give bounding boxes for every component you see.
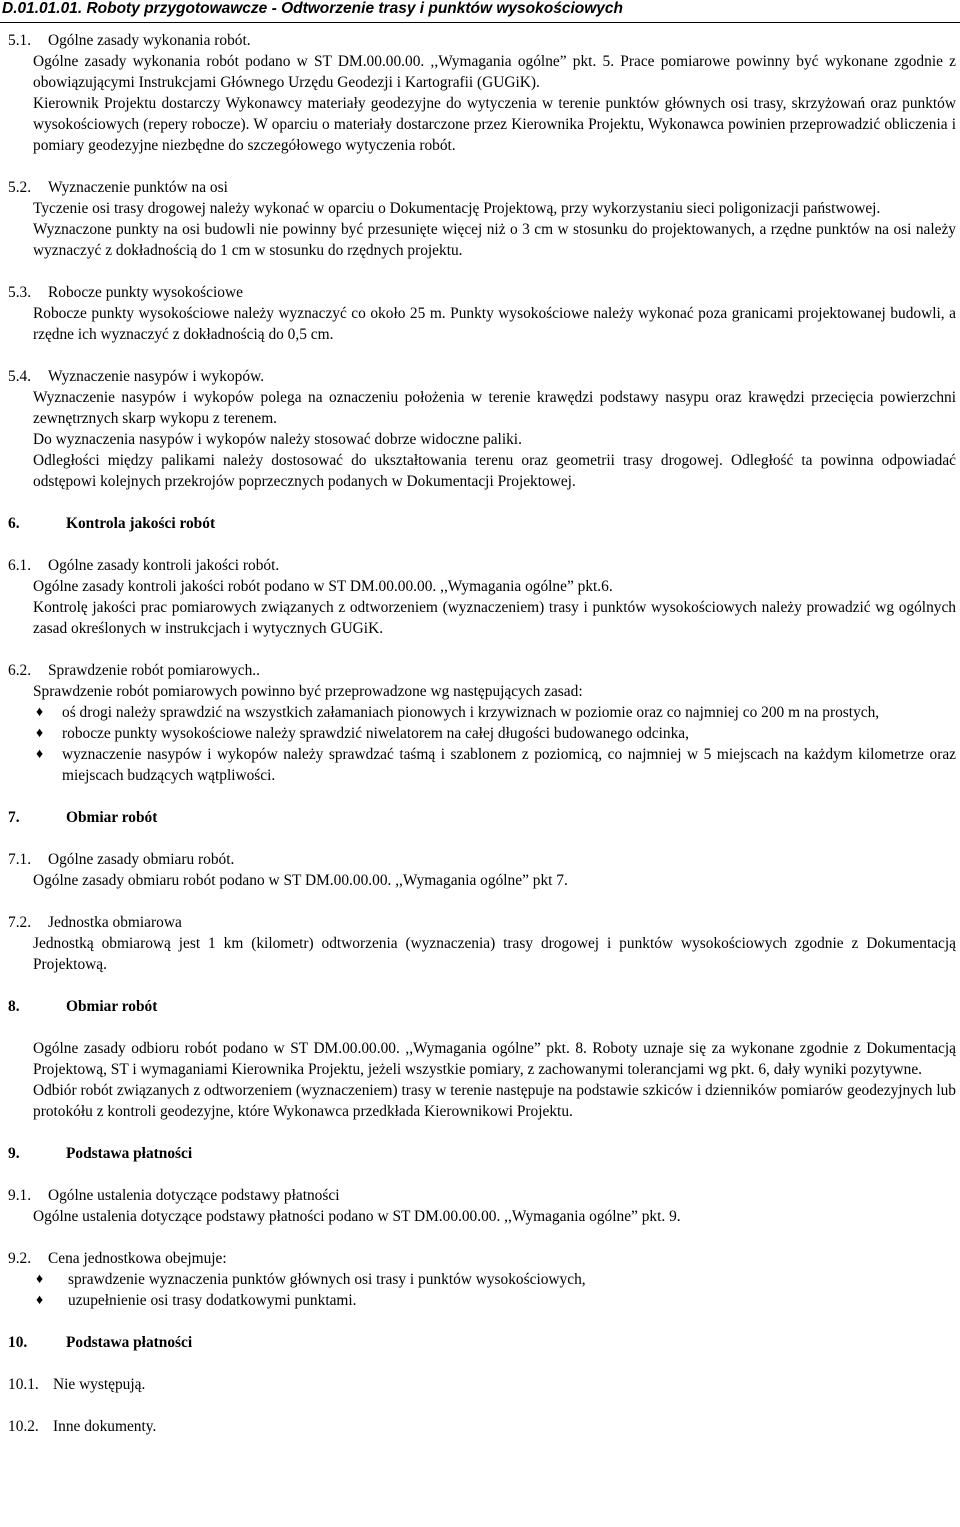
section-heading: [8, 555, 960, 576]
chapter-title: Obmiar robót: [66, 998, 158, 1015]
header-title: D.01.01.01. Roboty przygotowawcze - Odtworzenie trasy i punktów wysokościowych: [2, 0, 624, 17]
list-item: [0, 723, 960, 744]
diamond-bullet-icon: ♦: [36, 747, 44, 762]
section-5-3: [0, 282, 960, 345]
section-title: Sprawdzenie robót pomiarowych..: [48, 662, 260, 679]
paragraph: Odległości między palikami należy dostosować do ukształtowania terenu oraz geometrii trasy drogowej. Odległość ta powinna odpowiadać odstępowi kolejnych przekrojów poprzecznych podanych w Dokumentacji Projektowej.: [33, 452, 956, 490]
paragraph: Ogólne zasady kontroli jakości robót podano w ST DM.00.00.00. ,,Wymagania ogólne” pkt.6.: [33, 578, 613, 595]
paragraph: Ogólne zasady wykonania robót podano w ST DM.00.00.00. ,,Wymagania ogólne” pkt. 5. Prace pomiarowe powinny być wykonane zgodnie z obowiązującymi Instrukcjami Głównego Urzędu Geodezji i Kartografii (GUGiK).: [33, 53, 956, 91]
list-item: [0, 1290, 960, 1311]
section-title: Ogólne zasady kontroli jakości robót.: [48, 557, 280, 574]
paragraph: Sprawdzenie robót pomiarowych powinno być przeprowadzone wg następujących zasad:: [33, 683, 583, 700]
paragraph: Ogólne zasady obmiaru robót podano w ST DM.00.00.00. ,,Wymagania ogólne” pkt 7.: [33, 872, 568, 889]
paragraph: Jednostką obmiarową jest 1 km (kilometr) odtworzenia (wyznaczenia) trasy drogowej i punktów wysokościowych zgodnie z Dokumentacją Projektową.: [33, 935, 956, 973]
section-10-2: [0, 1416, 960, 1437]
section-title: Nie występują.: [53, 1376, 146, 1393]
section-heading: [8, 1416, 960, 1437]
chapter-number: 9.: [8, 1145, 20, 1162]
section-heading: [8, 849, 960, 870]
chapter-title: Podstawa płatności: [66, 1334, 193, 1351]
section-7-1: [0, 849, 960, 891]
paragraph: Tyczenie osi trasy drogowej należy wykonać w oparciu o Dokumentację Projektową, przy wykorzystaniu sieci poligonizacji państwowej.: [33, 200, 881, 217]
paragraph: Kierownik Projektu dostarczy Wykonawcy materiały geodezyjne do wytyczenia w terenie punktów głównych osi trasy, skrzyżowań oraz punktów wysokościowych (repery robocze). W oparciu o materiały dostarczone przez Kierownika Projektu, Wykonawca powinien przeprowadzić obliczenia i pomiary geodezyjne niezbędne do szczegółowego wytyczenia robót.: [33, 95, 956, 154]
section-heading: [8, 660, 960, 681]
section-6-2: [0, 660, 960, 786]
diamond-bullet-icon: ♦: [36, 705, 44, 720]
bullet-list: [0, 1269, 960, 1311]
chapter-number: 7.: [8, 809, 20, 826]
section-heading: [8, 1185, 960, 1206]
paragraph: Ogólne zasady odbioru robót podano w ST DM.00.00.00. ,,Wymagania ogólne” pkt. 8. Roboty uznaje się za wykonane zgodnie z Dokumentacją Projektową, ST i wymaganiami Kierownika Projektu, jeżeli wszystkie pomiary, z zachowanymi tolerancjami wg pkt. 6, dały wyniki pozytywne.: [33, 1040, 956, 1078]
section-number: 9.1.: [8, 1187, 32, 1204]
section-title: Ogólne ustalenia dotyczące podstawy płatności: [48, 1187, 340, 1204]
paragraph: Wyznaczenie nasypów i wykopów polega na oznaczeniu położenia w terenie krawędzi podstawy nasypu oraz krawędzi przecięcia powierzchni zewnętrznych skarp wykopu z terenem.: [33, 389, 956, 427]
section-number: 10.2.: [8, 1418, 39, 1435]
section-heading: [8, 1248, 960, 1269]
diamond-bullet-icon: ♦: [36, 1272, 44, 1287]
chapter-heading: [8, 513, 960, 534]
list-item-text: robocze punkty wysokościowe należy sprawdzić niwelatorem na całej długości budowanego odcinka,: [62, 725, 689, 742]
paragraph: Kontrolę jakości prac pomiarowych związanych z odtworzeniem (wyznaczeniem) trasy i punktów wysokościowych należy prowadzić wg ogólnych zasad określonych w instrukcjach i wytycznych GUGiK.: [33, 599, 956, 637]
section-heading: [8, 912, 960, 933]
section-heading: [8, 366, 960, 387]
chapter-heading: [8, 996, 960, 1017]
section-number: 6.1.: [8, 557, 32, 574]
chapter-title: Obmiar robót: [66, 809, 158, 826]
list-item: [0, 744, 960, 786]
section-7: [0, 807, 960, 828]
section-title: Inne dokumenty.: [53, 1418, 157, 1435]
section-heading: [8, 1374, 960, 1395]
section-number: 5.3.: [8, 284, 32, 301]
list-item-text: uzupełnienie osi trasy dodatkowymi punktami.: [68, 1292, 357, 1309]
section-9: [0, 1143, 960, 1164]
chapter-title: Kontrola jakości robót: [66, 515, 216, 532]
diamond-bullet-icon: ♦: [36, 1293, 44, 1308]
list-item-text: wyznaczenie nasypów i wykopów należy sprawdzać taśmą i szablonem z poziomicą, co najmniej w 5 miejscach na każdym kilometrze oraz miejscach budzących wątpliwości.: [62, 746, 956, 784]
section-title: Wyznaczenie nasypów i wykopów.: [48, 368, 265, 385]
section-7-2: [0, 912, 960, 975]
section-number: 10.1.: [8, 1376, 39, 1393]
section-6: [0, 513, 960, 534]
section-heading: [8, 30, 960, 51]
paragraph: Ogólne ustalenia dotyczące podstawy płatności podano w ST DM.00.00.00. ,,Wymagania ogólne” pkt. 9.: [33, 1208, 681, 1225]
list-item: [0, 702, 960, 723]
document-body: [0, 30, 960, 1458]
chapter-number: 10.: [8, 1334, 28, 1351]
section-title: Ogólne zasady obmiaru robót.: [48, 851, 235, 868]
section-number: 7.1.: [8, 851, 32, 868]
section-10-1: [0, 1374, 960, 1395]
section-heading: [8, 282, 960, 303]
page-header: [0, 0, 960, 23]
chapter-heading: [8, 1332, 960, 1353]
section-5-4: [0, 366, 960, 492]
section-number: 7.2.: [8, 914, 32, 931]
list-item-text: oś drogi należy sprawdzić na wszystkich załamaniach pionowych i krzywiznach w poziomie oraz co najmniej co 200 m na prostych,: [62, 704, 880, 721]
section-number: 9.2.: [8, 1250, 32, 1267]
diamond-bullet-icon: ♦: [36, 726, 44, 741]
paragraph: Odbiór robót związanych z odtworzeniem (wyznaczeniem) trasy w terenie następuje na podstawie szkiców i dzienników pomiarów geodezyjnych lub protokółu z kontroli geodezyjne, które Wykonawca przedkłada Kierownikowi Projektu.: [33, 1082, 956, 1120]
section-9-1: [0, 1185, 960, 1227]
section-title: Wyznaczenie punktów na osi: [48, 179, 228, 196]
section-title: Cena jednostkowa obejmuje:: [48, 1250, 227, 1267]
paragraph: Robocze punkty wysokościowe należy wyznaczyć co około 25 m. Punkty wysokościowe należy wykonać poza granicami projektowanej budowli, a rzędne ich wyznaczyć z dokładnością do 0,5 cm.: [33, 305, 956, 343]
paragraph: Do wyznaczenia nasypów i wykopów należy stosować dobrze widoczne paliki.: [33, 431, 522, 448]
section-5-1: [0, 30, 960, 156]
section-8: [0, 996, 960, 1122]
chapter-heading: [8, 807, 960, 828]
section-6-1: [0, 555, 960, 639]
section-number: 6.2.: [8, 662, 32, 679]
chapter-title: Podstawa płatności: [66, 1145, 193, 1162]
section-number: 5.1.: [8, 32, 32, 49]
chapter-number: 8.: [8, 998, 20, 1015]
paragraph: Wyznaczone punkty na osi budowli nie powinny być przesunięte więcej niż o 3 cm w stosunku do projektowanych, a rzędne punktów na osi należy wyznaczyć z dokładnością do 1 cm w stosunku do rzędnych projektu.: [33, 221, 956, 259]
bullet-list: [0, 702, 960, 786]
section-title: Ogólne zasady wykonania robót.: [48, 32, 251, 49]
section-9-2: [0, 1248, 960, 1311]
section-title: Jednostka obmiarowa: [48, 914, 182, 931]
section-title: Robocze punkty wysokościowe: [48, 284, 243, 301]
section-heading: [8, 177, 960, 198]
section-5-2: [0, 177, 960, 261]
chapter-number: 6.: [8, 515, 20, 532]
section-number: 5.2.: [8, 179, 32, 196]
list-item: [0, 1269, 960, 1290]
section-10: [0, 1332, 960, 1353]
list-item-text: sprawdzenie wyznaczenia punktów głównych osi trasy i punktów wysokościowych,: [68, 1271, 586, 1288]
section-number: 5.4.: [8, 368, 32, 385]
chapter-heading: [8, 1143, 960, 1164]
